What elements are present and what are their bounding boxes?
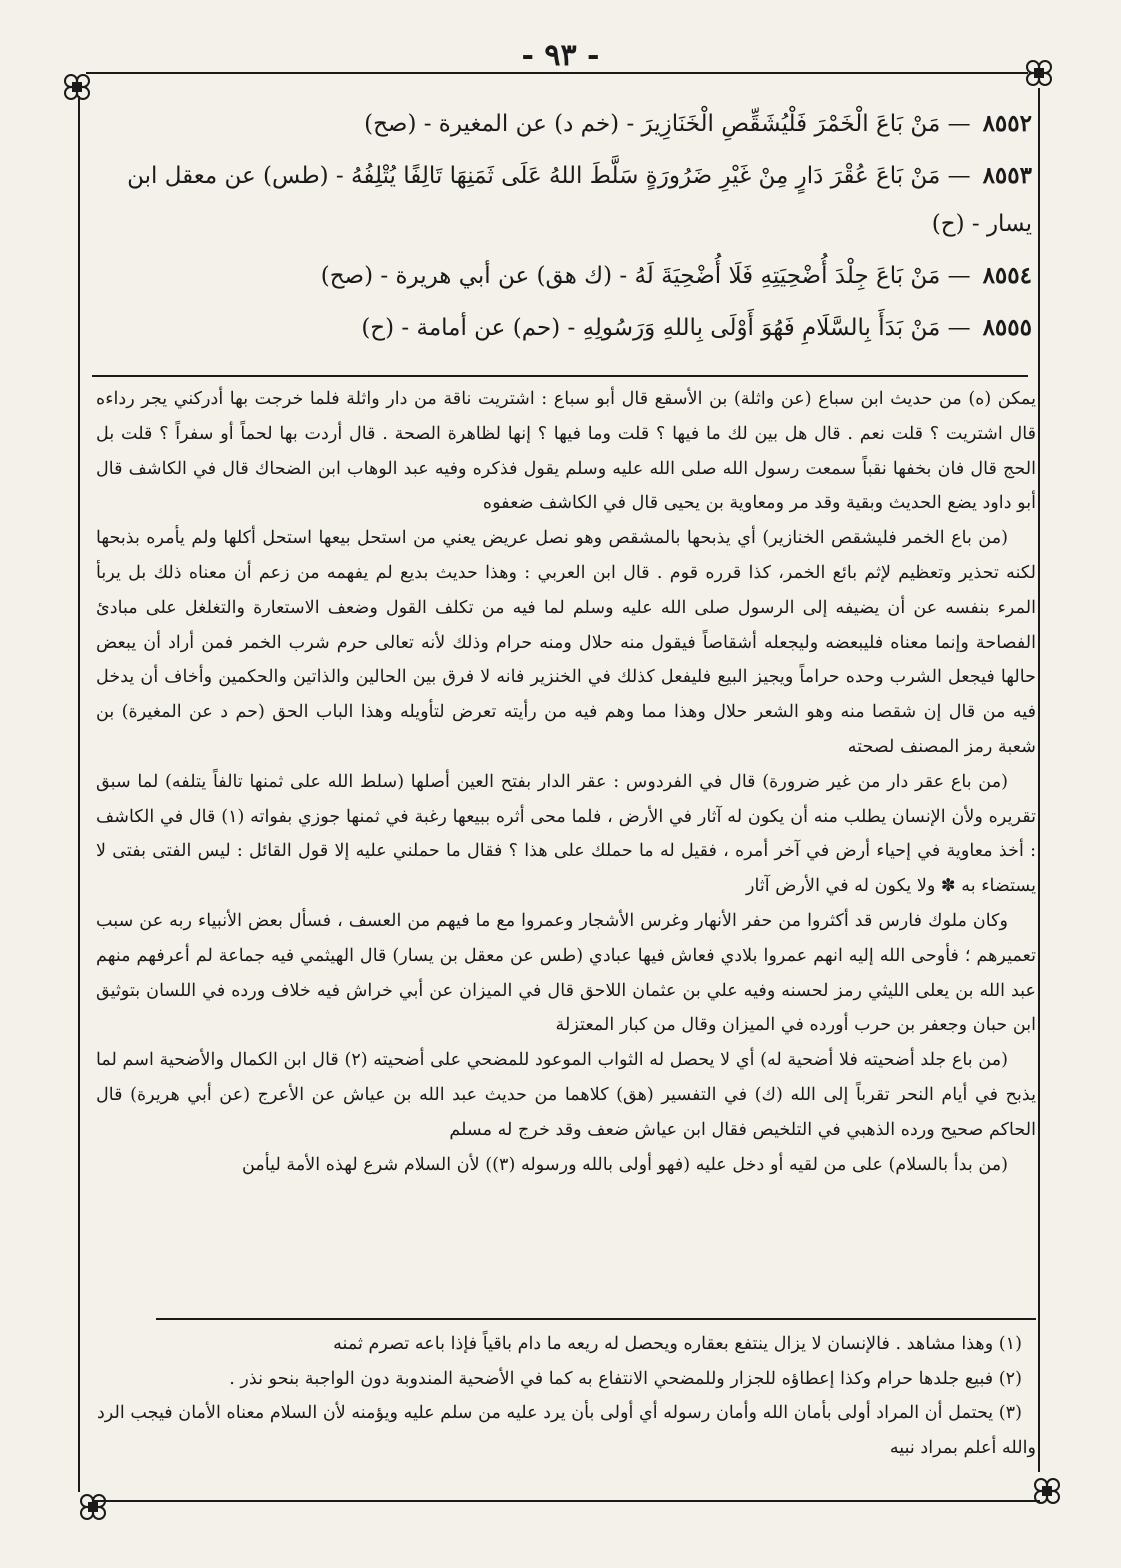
separator-hadith-commentary bbox=[92, 375, 1028, 377]
frame-left-line bbox=[78, 96, 80, 1492]
footnote: (١) وهذا مشاهد . فالإنسان لا يزال ينتفع بعقاره ويحصل له ريعه ما دام باقياً فإذا باعه تصرم ثمنه bbox=[333, 1334, 1022, 1354]
ornament-top-left-icon bbox=[60, 70, 94, 104]
ornament-bottom-left-icon bbox=[76, 1490, 110, 1524]
hadith-text: — مَنْ بَاعَ عُقْرَ دَارٍ مِنْ غَيْرِ ضَرُورَةٍ سَلَّطَ اللهُ عَلَى ثَمَنِهَا تَالِفًا يُتْلِفُهُ - (طس) عن معقل ابن يسار - (ح) bbox=[127, 163, 1032, 237]
hadith-text: — مَنْ بَاعَ جِلْدَ أُضْحِيَتِهِ فَلَا أُضْحِيَةَ لَهُ - (ك هق) عن أبي هريرة - (صح) bbox=[320, 263, 971, 289]
hadith-number: ٨٥٥٣ bbox=[982, 162, 1032, 189]
commentary-body bbox=[96, 382, 1036, 1182]
hadith-list bbox=[96, 100, 1032, 356]
frame-right-line bbox=[1038, 88, 1040, 1472]
separator-footnotes bbox=[156, 1318, 1036, 1320]
page-number: - ٩٣ - bbox=[521, 38, 600, 73]
hadith-entry bbox=[96, 100, 1032, 148]
commentary-paragraph: (من باع جلد أضحيته فلا أضحية له) أي لا يحصل له الثواب الموعود للمضحي على أضحيته (٢) قال ابن الكمال والأضحية اسم لما يذبح في أيام النحر تقرباً إلى الله (ك) في التفسير (هق) كلاهما من حديث عبد الله بن عياش عن الأعرج (عن أبي هريرة) قال الحاكم صحيح ورده الذهبي في التلخيص فقال ابن عياش ضعف وقد خرج له مسلم bbox=[96, 1050, 1036, 1140]
hadith-number: ٨٥٥٤ bbox=[982, 262, 1032, 289]
footnote: (٢) فبيع جلدها حرام وكذا إعطاؤه للجزار وللمضحي الانتفاع به كما في الأضحية المندوبة دون الواجبة بنحو نذر . bbox=[229, 1368, 1022, 1389]
ornament-bottom-right-icon bbox=[1030, 1474, 1064, 1508]
commentary-paragraph: (من باع عقر دار من غير ضرورة) قال في الفردوس : عقر الدار بفتح العين أصلها (سلط الله على ثمنها تالفاً يتلفه) لما سبق تقريره ولأن الإنسان يطلب منه أن يكون له آثار في الأرض ، فلما محى أثره ببيعها رغبة في ثمنها جوزي بفواته (١) قال في الكاشف : أخذ معاوية في إحياء أرض في آخر أمره ، فقيل له ما حملك على هذا ؟ فقال ما حملني عليه إلا قول القائل : ليس الفتى بفتى لا يستضاء به ✽ ولا يكون له في الأرض آثار bbox=[96, 771, 1036, 897]
hadith-text: — مَنْ بَدَأَ بِالسَّلَامِ فَهُوَ أَوْلَى بِاللهِ وَرَسُولِهِ - (حم) عن أمامة - (ح) bbox=[361, 315, 971, 341]
hadith-entry bbox=[96, 252, 1032, 300]
hadith-number: ٨٥٥٢ bbox=[982, 110, 1032, 137]
commentary-paragraph: (من باع الخمر فليشقص الخنازير) أي يذبحها بالمشقص وهو نصل عريض يعني من استحل بيعها استحل أكلها ولم يأمره بذبحها لكنه تحذير وتعظيم لإثم بائع الخمر، كذا قرره قوم . قال ابن العربي : وهذا حديث بديع لم يفهمه من زعم أن معناه ذلك بل يربأ المرء بنفسه عن أن يضيفه إلى الرسول صلى الله عليه وسلم لما فيه من تكلف القول وضعف الاستعارة والتغلغل على مبادئ الفصاحة وإنما معناه فليبعضه وليجعله أشقاصاً فيقول منه حلال ومنه حرام وذلك لأنه تعالى حرم شرب الخمر فمن أراد أن يبعض حالها فيجعل الشرب وحده حراماً ويجيز البيع فليفعل كذلك في الخنزير فانه لا فرق بين الحالين والذاتين والحكمين وأخاف أن يدخل فيه من قال إن شقصا منه وهو الشعر حلال وهذا مما وهم فيه من رأيته تعرض لتأويله وهذا الباب الحق (حم د عن المغيرة) بن شعبة رمز المصنف لصحته bbox=[96, 528, 1037, 757]
hadith-number: ٨٥٥٥ bbox=[982, 314, 1032, 341]
hadith-entry bbox=[96, 304, 1032, 352]
footnote: (٣) يحتمل أن المراد أولى بأمان الله وأمان رسوله أي أولى بأن يرد عليه من سلم عليه ويؤمنه لأن السلام معناه الأمان فيجب الرد والله أعلم بمراد نبيه bbox=[96, 1403, 1036, 1458]
commentary-paragraph: (من بدأ بالسلام) على من لقيه أو دخل عليه (فهو أولى بالله ورسوله (٣)) لأن السلام شرع لهذه الأمة ليأمن bbox=[241, 1154, 1008, 1175]
footnotes bbox=[96, 1327, 1036, 1465]
frame-bottom-line bbox=[92, 1500, 1040, 1502]
commentary-paragraph: وكان ملوك فارس قد أكثروا من حفر الأنهار وغرس الأشجار وعمروا مع ما فيهم من العسف ، فسأل بعض الأنبياء ربه عن سبب تعميرهم ؛ فأوحى الله إليه انهم عمروا بلادي فعاش فيها عبادي (طس عن معقل بن يسار) قال الهيثمي فيه جماعة لم أعرفهم منهم عبد الله بن يعلى الليثي رمز لحسنه وفيه علي بن عثمان اللاحق قال في الميزان عن أبي خراش فيه خلاف ورده في اللسان بتوثيق ابن حبان وجعفر بن حرب أورده في الميزان وقال من كبار المعتزلة bbox=[96, 910, 1036, 1036]
hadith-text: — مَنْ بَاعَ الْخَمْرَ فَلْيُشَقِّصِ الْخَنَازِيرَ - (خم د) عن المغيرة - (صح) bbox=[364, 111, 971, 137]
commentary-paragraph: يمكن (ه) من حديث ابن سباع (عن واثلة) بن الأسقع قال أبو سباع : اشتريت ناقة من دار واثلة فلما خرجت بها أدركني يجر رداءه قال اشتريت ؟ قلت نعم . قال هل بين لك ما فيها ؟ قلت وما فيها ؟ إنها لظاهرة الصحة . قال أردت بها لحماً أو سفراً ؟ قلت بل الحج قال فان بخفها نقباً سمعت رسول الله صلى الله عليه وسلم يقول فذكره وفيه عبد الوهاب ابن الضحاك قال في الكاشف قال أبو داود يضع الحديث وبقية وقد مر ومعاوية بن يحيى قال في الكاشف ضعفوه bbox=[96, 389, 1036, 514]
hadith-entry bbox=[96, 152, 1032, 248]
